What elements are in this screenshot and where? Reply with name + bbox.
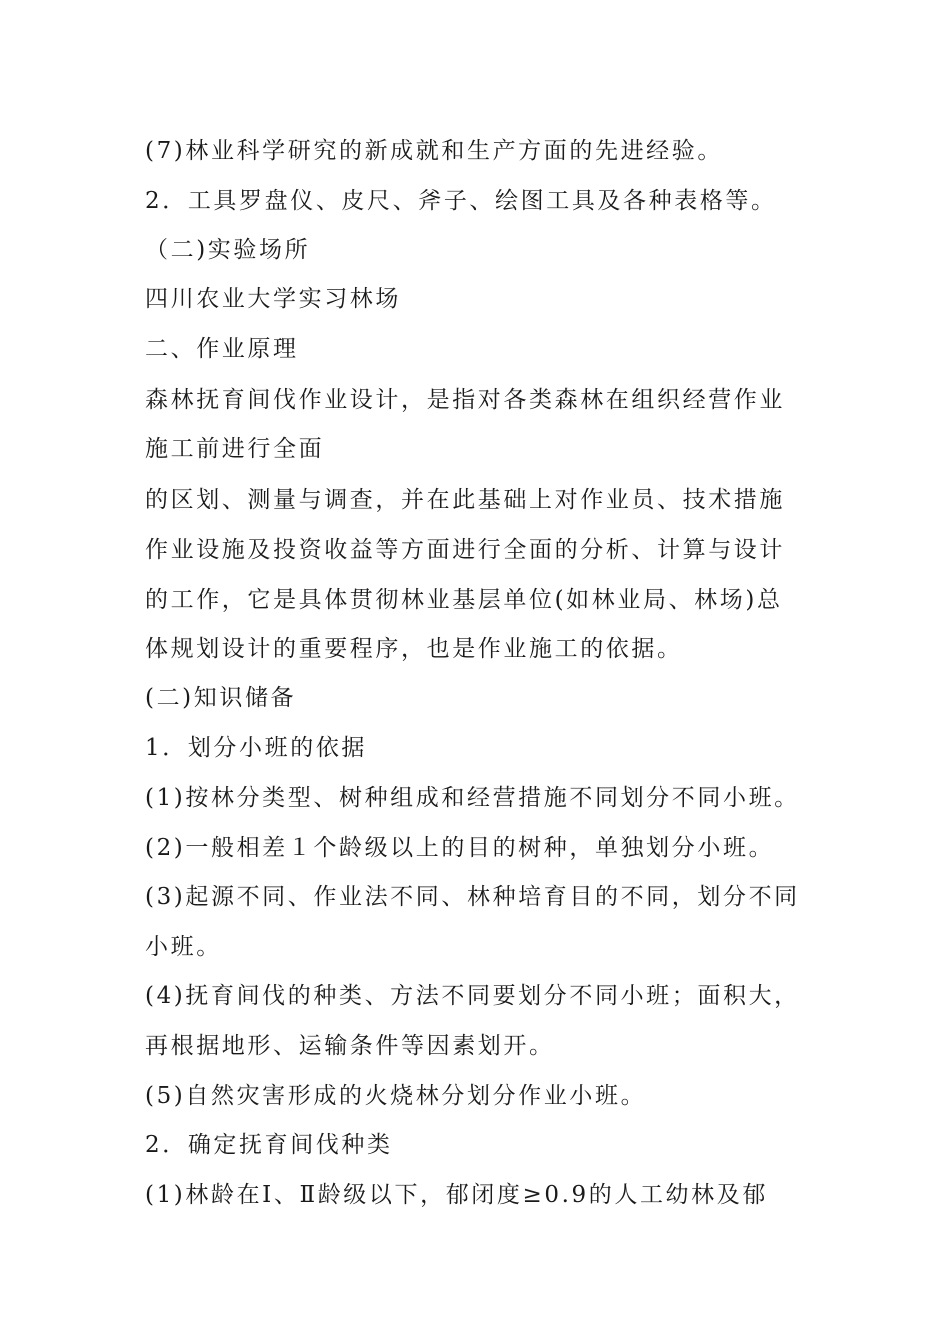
text-line-9: 作业设施及投资收益等方面进行全面的分析、计算与设计 [145,537,785,563]
text-line-11: 体规划设计的重要程序，也是作业施工的依据。 [145,636,683,662]
text-line-8: 的区划、测量与调查，并在此基础上对作业员、技术措施 [145,487,785,513]
text-line-20: (5)自然灾害形成的火烧林分划分作业小班。 [145,1083,647,1109]
section-heading-principle: 二、作业原理 [145,336,299,362]
text-line-6: 森林抚育间伐作业设计，是指对各类森林在组织经营作业 [145,387,785,413]
section-heading-experiment-site: （二)实验场所 [145,237,311,263]
section-heading-knowledge: (二)知识储备 [145,685,297,711]
text-line-22: (1)林龄在Ⅰ、Ⅱ龄级以下，郁闭度≥0.9的人工幼林及郁 [145,1182,768,1208]
text-line-14: (1)按林分类型、树种组成和经营措施不同划分不同小班。 [145,785,800,811]
text-line-17: 小班。 [145,934,222,960]
text-line-1: (7)林业科学研究的新成就和生产方面的先进经验。 [145,138,723,164]
text-line-7: 施工前进行全面 [145,436,325,462]
subsection-heading-basis: 1．划分小班的依据 [145,735,368,761]
subsection-heading-thinning-type: 2．确定抚育间伐种类 [145,1132,393,1158]
text-line-19: 再根据地形、运输条件等因素划开。 [145,1033,555,1059]
text-line-10: 的工作，它是具体贯彻林业基层单位(如林业局、林场)总 [145,587,783,613]
text-line-15: (2)一般相差１个龄级以上的目的树种，单独划分小班。 [145,835,775,861]
text-line-16: (3)起源不同、作业法不同、林种培育目的不同，划分不同 [145,884,800,910]
text-line-4: 四川农业大学实习林场 [145,286,401,312]
text-line-2: 2．工具罗盘仪、皮尺、斧子、绘图工具及各种表格等。 [145,188,777,214]
text-line-18: (4)抚育间伐的种类、方法不同要划分不同小班；面积大， [145,983,800,1009]
